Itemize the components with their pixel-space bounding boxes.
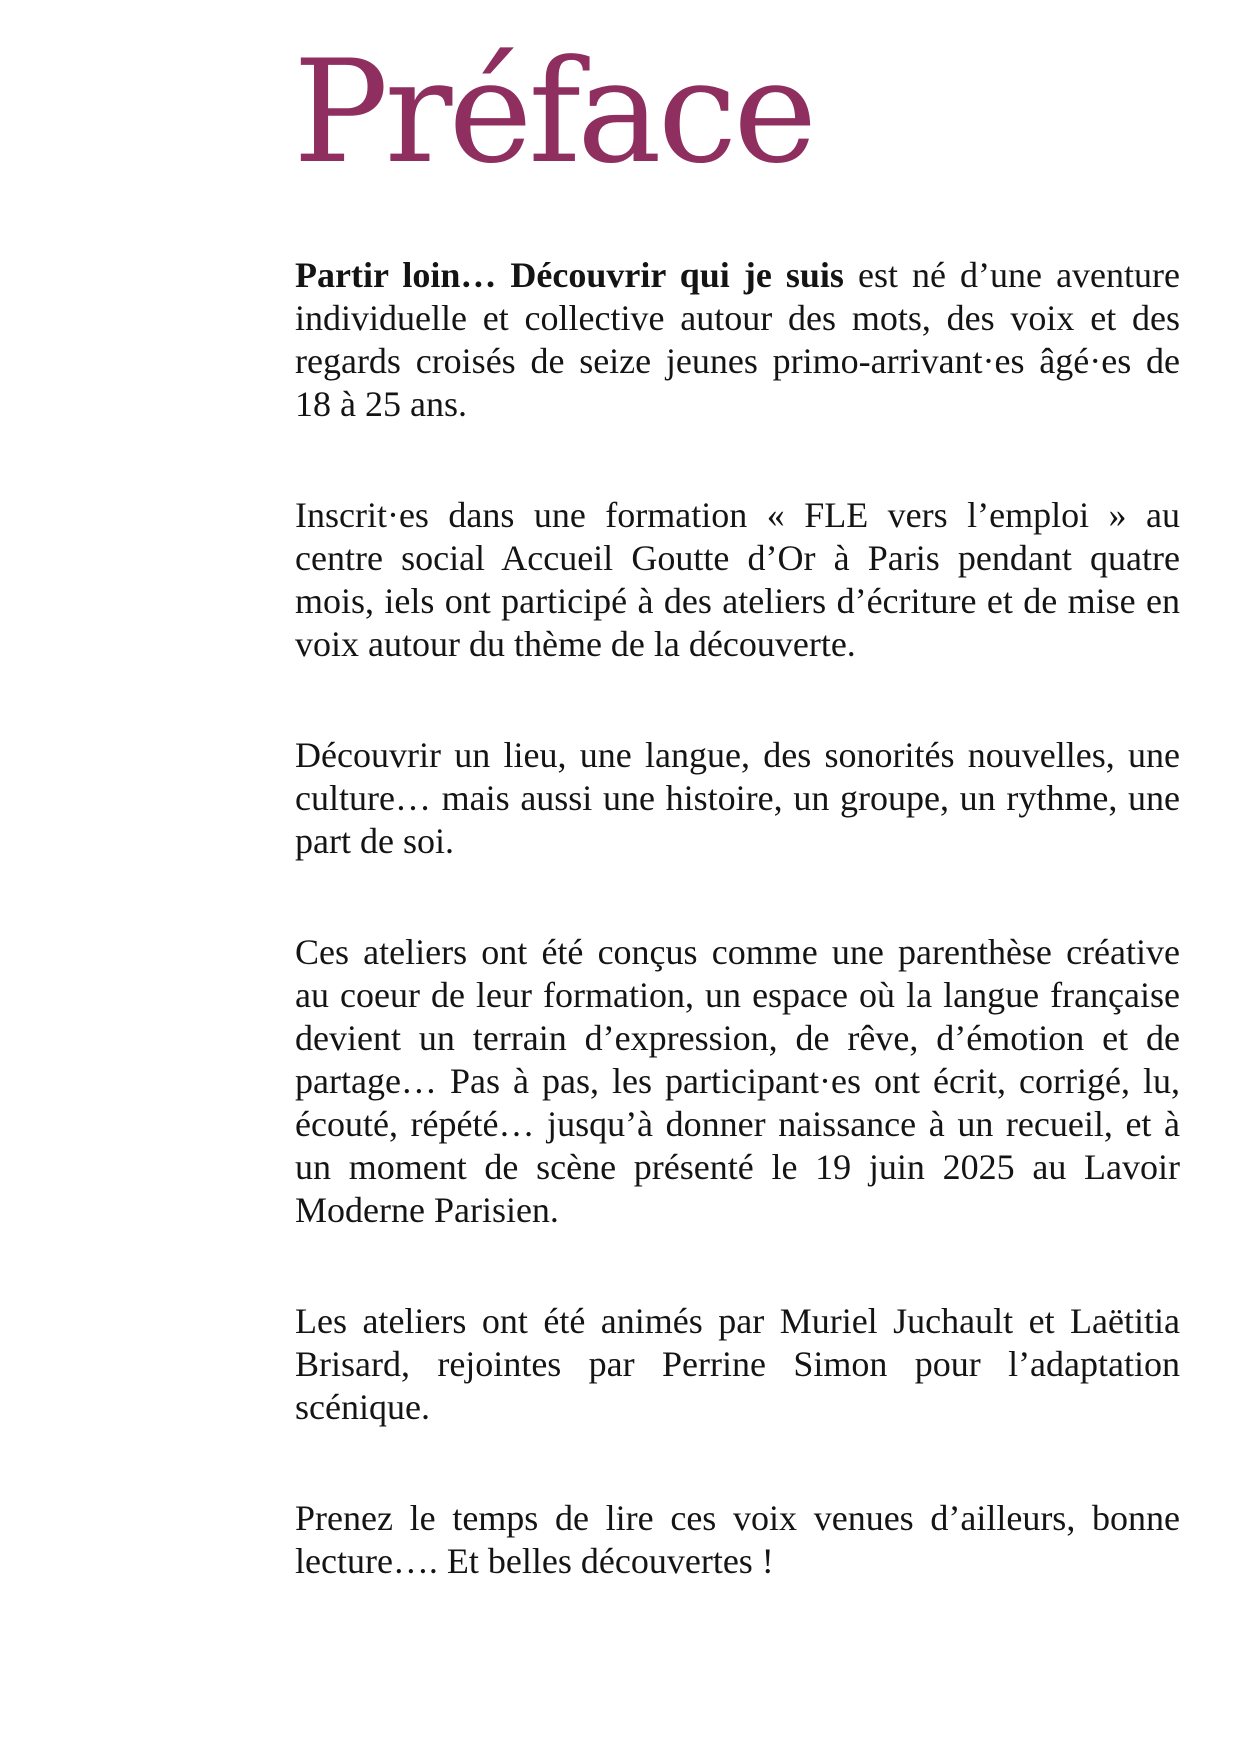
paragraph-formation: Inscrit·es dans une formation « FLE vers l’emploi » au centre social Accueil Goutte d’Or à Paris pendant quatre mois, iels ont participé à des ateliers d’écriture et de mise en voix autour du thème de la découverte. bbox=[295, 495, 1180, 664]
book-title-bold: Partir loin… Découvrir qui je suis bbox=[295, 255, 844, 295]
paragraph-discovery: Découvrir un lieu, une langue, des sonorités nouvelles, une culture… mais aussi une histoire, un groupe, un rythme, une part de soi. bbox=[295, 735, 1180, 861]
paragraph-intro-text: est né d’une aventure individuelle et collective autour des mots, des voix et des regards croisés de seize jeunes primo-arrivant·es âgé·es de 18 à 25 ans. bbox=[295, 255, 1180, 424]
paragraph-facilitators: Les ateliers ont été animés par Muriel Juchault et Laëtitia Brisard, rejointes par Perrine Simon pour l’adaptation scénique. bbox=[295, 1301, 1180, 1427]
page-title: Préface bbox=[293, 30, 814, 195]
paragraph-workshops: Ces ateliers ont été conçus comme une parenthèse créative au coeur de leur formation, un espace où la langue française devient un terrain d’expression, de rêve, d’émotion et de partage… Pas à pas, les participant·es ont écrit, corrigé, lu, écouté, répété… jusqu’à donner naissance à un recueil, et à un moment de scène présenté le 19 juin 2025 au Lavoir Moderne Parisien. bbox=[295, 932, 1180, 1230]
preface-body bbox=[295, 254, 1180, 1583]
paragraph-intro bbox=[295, 254, 1180, 426]
paragraph-closing: Prenez le temps de lire ces voix venues d’ailleurs, bonne lecture…. Et belles découvertes ! bbox=[295, 1498, 1180, 1581]
